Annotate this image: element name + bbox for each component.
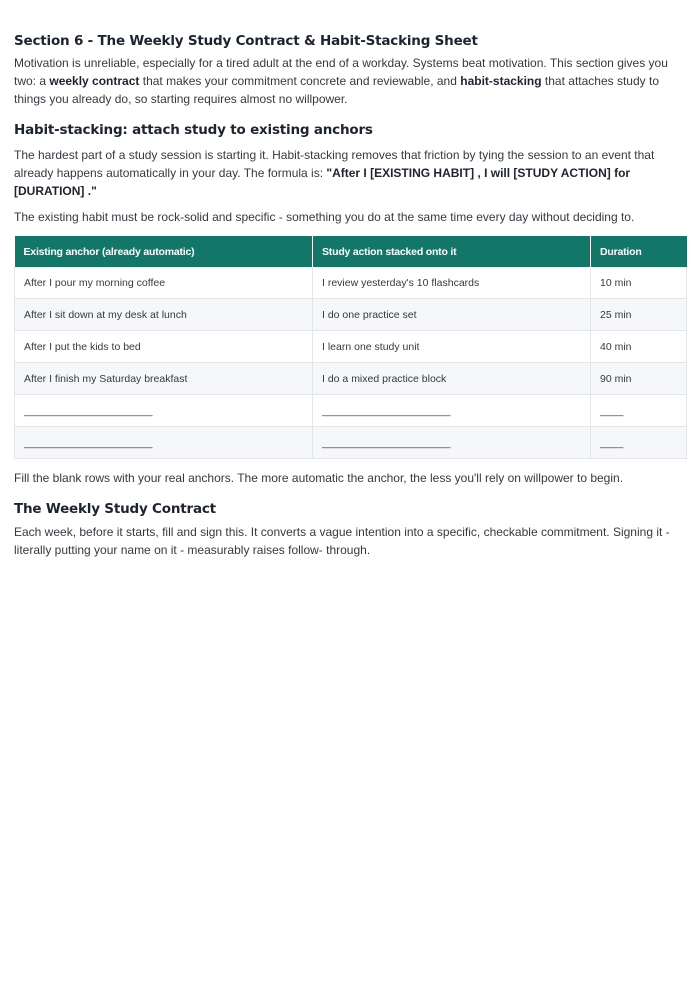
cell-anchor: After I finish my Saturday breakfast (15, 363, 313, 395)
cell-action-blank: ______________________ (313, 395, 591, 427)
cell-duration: 90 min (591, 363, 687, 395)
section-title: Section 6 - The Weekly Study Contract & Habit-Stacking Sheet (14, 33, 478, 49)
header-duration: Duration (591, 236, 687, 267)
header-study-action: Study action stacked onto it (313, 236, 591, 267)
table-row-blank (15, 427, 687, 459)
habit-stacking-paragraph (14, 146, 686, 200)
cell-action: I do one practice set (313, 299, 591, 331)
cell-duration: 40 min (591, 331, 687, 363)
habit-stacking-table (14, 236, 687, 459)
habit-stacking-text: The hardest part of a study session is starting it. Habit-stacking removes that friction by tying the session to an event that already happens automatically in your day. The formula is: (14, 148, 655, 180)
intro-text-3: that attaches study to things you already do, so starting requires almost no willpower. (14, 74, 659, 106)
cell-duration-blank: ____ (591, 427, 687, 459)
table-header-row (15, 236, 687, 267)
table-header (15, 236, 687, 267)
table-row-blank (15, 395, 687, 427)
table-row (15, 299, 687, 331)
cell-duration: 10 min (591, 267, 687, 299)
cell-anchor: After I pour my morning coffee (15, 267, 313, 299)
weekly-contract-heading: The Weekly Study Contract (14, 501, 216, 517)
cell-anchor: After I put the kids to bed (15, 331, 313, 363)
intro-bold-weekly-contract: weekly contract (49, 74, 140, 88)
intro-bold-habit-stacking: habit-stacking (460, 74, 542, 88)
header-existing-anchor: Existing anchor (already automatic) (15, 236, 313, 267)
table-row (15, 331, 687, 363)
cell-anchor-blank: ______________________ (15, 427, 313, 459)
intro-paragraph (14, 54, 686, 108)
document-page (14, 33, 686, 559)
intro-text-1: Motivation is unreliable, especially for a tired adult at the end of a workday. Systems beat motivation. This section gives you two: a (14, 56, 668, 88)
cell-action: I do a mixed practice block (313, 363, 591, 395)
cell-anchor-blank: ______________________ (15, 395, 313, 427)
cell-duration: 25 min (591, 299, 687, 331)
intro-text-2: that makes your commitment concrete and reviewable, and (139, 74, 461, 88)
cell-action: I review yesterday's 10 flashcards (313, 267, 591, 299)
habit-stacking-rule: The existing habit must be rock-solid and specific - something you do at the same time every day without deciding to. (14, 210, 635, 224)
cell-action: I learn one study unit (313, 331, 591, 363)
table-row (15, 267, 687, 299)
habit-stacking-formula: "After I [EXISTING HABIT] , I will [STUDY ACTION] for [DURATION] ." (14, 166, 631, 198)
cell-anchor: After I sit down at my desk at lunch (15, 299, 313, 331)
table-row (15, 363, 687, 395)
table-body (15, 267, 687, 459)
blank-rows-note: Fill the blank rows with your real anchors. The more automatic the anchor, the less you'll rely on willpower to begin. (14, 471, 624, 485)
cell-duration-blank: ____ (591, 395, 687, 427)
weekly-contract-paragraph: Each week, before it starts, fill and sign this. It converts a vague intention into a specific, checkable commitment. Signing it - literally putting your name on it - measurably raises follow- through. (14, 525, 670, 557)
habit-stacking-heading: Habit-stacking: attach study to existing anchors (14, 122, 373, 138)
cell-action-blank: ______________________ (313, 427, 591, 459)
